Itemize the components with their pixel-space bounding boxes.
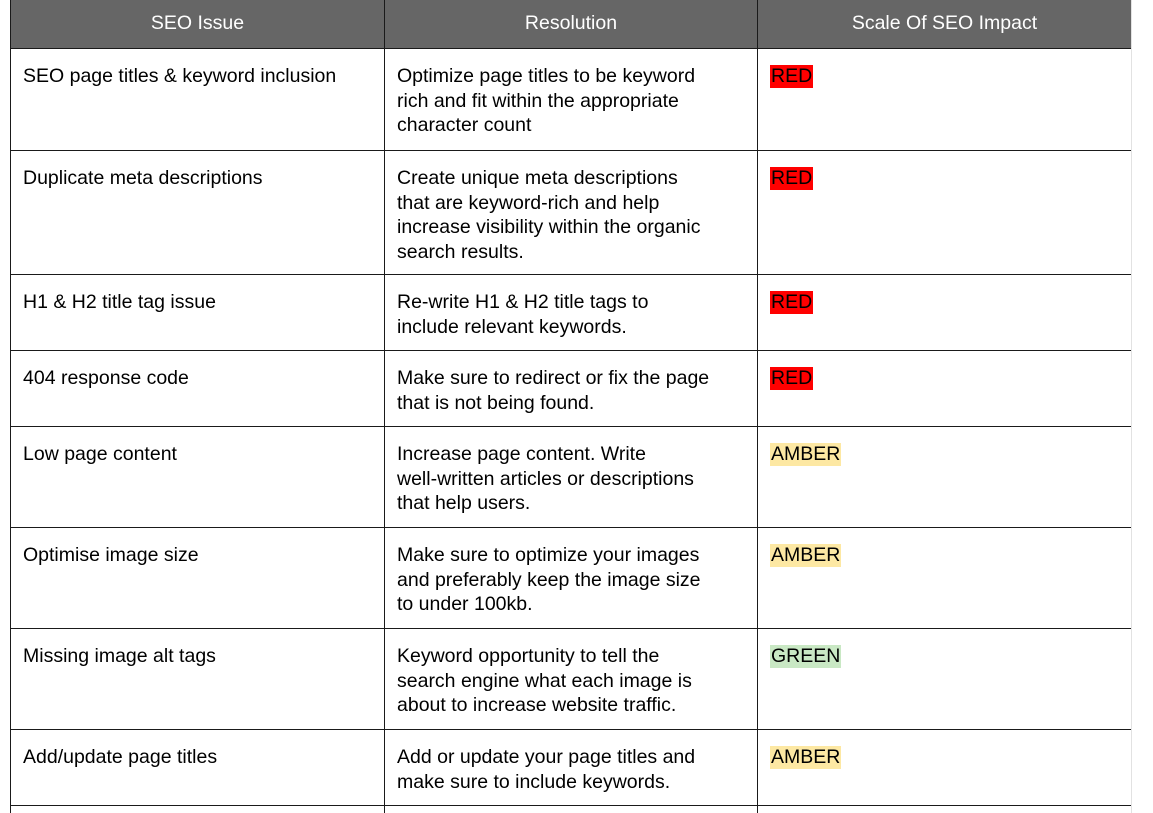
resolution-text: Increase page content. Write well-written articles or descriptions that help users.	[397, 443, 694, 514]
table-row	[11, 629, 1132, 730]
issue-text: H1 & H2 title tag issue	[23, 291, 216, 313]
resolution-cell	[385, 49, 758, 151]
impact-cell	[758, 351, 1132, 427]
table-row	[11, 151, 1132, 275]
table-row	[11, 528, 1132, 629]
issue-text: Duplicate meta descriptions	[23, 167, 263, 189]
issue-text: 404 response code	[23, 367, 189, 389]
table-row	[11, 275, 1132, 351]
page-edge	[1131, 0, 1153, 813]
issue-cell	[11, 806, 385, 813]
table-row	[11, 427, 1132, 528]
header-scale-of-seo-impact: Scale Of SEO Impact	[758, 0, 1132, 49]
issue-text: Missing image alt tags	[23, 645, 216, 667]
impact-badge-red: RED	[771, 65, 813, 87]
resolution-cell	[385, 528, 758, 629]
issue-text: Add/update page titles	[23, 746, 218, 768]
impact-badge-red: RED	[771, 367, 813, 389]
resolution-text: Keyword opportunity to tell the search engine what each image is about to increase website traffic.	[397, 645, 692, 716]
header-seo-issue: SEO Issue	[11, 0, 385, 49]
table-row	[11, 806, 1132, 813]
table-row	[11, 351, 1132, 427]
impact-cell	[758, 275, 1132, 351]
impact-badge-red: RED	[771, 291, 813, 313]
impact-badge-amber: AMBER	[771, 544, 841, 566]
issue-cell	[11, 629, 385, 730]
issue-cell	[11, 351, 385, 427]
resolution-cell	[385, 427, 758, 528]
header-resolution: Resolution	[385, 0, 758, 49]
resolution-text: Add or update your page titles and make sure to include keywords.	[397, 746, 696, 793]
resolution-cell	[385, 351, 758, 427]
resolution-cell	[385, 629, 758, 730]
issue-cell	[11, 49, 385, 151]
impact-cell	[758, 629, 1132, 730]
impact-badge-amber: AMBER	[771, 746, 841, 768]
page-edge-divider	[1131, 0, 1132, 813]
table-row	[11, 730, 1132, 806]
issue-cell	[11, 427, 385, 528]
impact-cell	[758, 49, 1132, 151]
seo-issues-table	[10, 0, 1132, 813]
resolution-text: Re-write H1 & H2 title tags to include relevant keywords.	[397, 291, 649, 338]
impact-cell	[758, 528, 1132, 629]
issue-cell	[11, 151, 385, 275]
impact-badge-red: RED	[771, 167, 813, 189]
issue-cell	[11, 275, 385, 351]
resolution-text: Create unique meta descriptions that are keyword-rich and help increase visibility within the organic search results.	[397, 167, 701, 263]
resolution-text: Optimize page titles to be keyword rich and fit within the appropriate character count	[397, 65, 696, 136]
issue-cell	[11, 528, 385, 629]
table-body	[11, 49, 1132, 813]
impact-badge-green: GREEN	[771, 645, 841, 667]
resolution-cell	[385, 806, 758, 813]
table-header-row	[11, 0, 1132, 49]
impact-badge-amber: AMBER	[771, 443, 841, 465]
resolution-cell	[385, 275, 758, 351]
resolution-text: Make sure to redirect or fix the page that is not being found.	[397, 367, 710, 414]
impact-cell	[758, 151, 1132, 275]
issue-text: Optimise image size	[23, 544, 199, 566]
resolution-cell	[385, 730, 758, 806]
impact-cell	[758, 730, 1132, 806]
resolution-text: Make sure to optimize your images and preferably keep the image size to under 100kb.	[397, 544, 701, 615]
impact-cell	[758, 427, 1132, 528]
resolution-cell	[385, 151, 758, 275]
issue-cell	[11, 730, 385, 806]
impact-cell	[758, 806, 1132, 813]
issue-text: SEO page titles & keyword inclusion	[23, 65, 337, 87]
issue-text: Low page content	[23, 443, 177, 465]
table-row	[11, 49, 1132, 151]
